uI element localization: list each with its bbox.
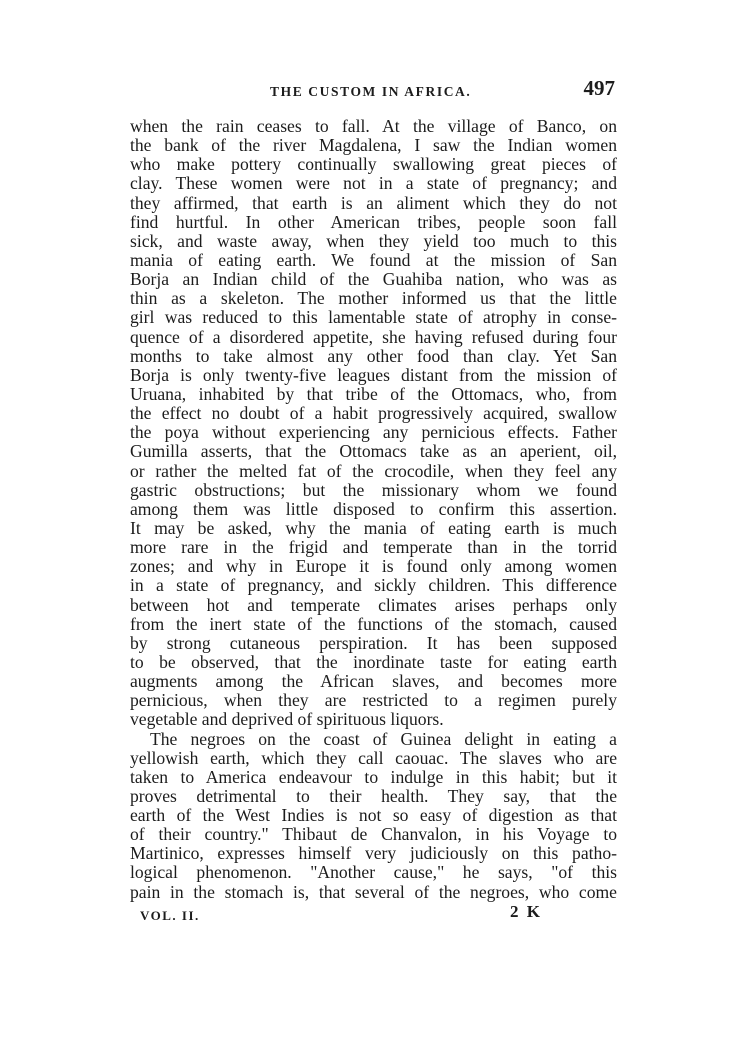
text-line: It may be asked, why the mania of eating earth is much (130, 517, 617, 538)
text-line: earth of the West Indies is not so easy of digestion as that (130, 805, 617, 826)
text-line: proves detrimental to their health. They say, that the (130, 785, 617, 806)
text-line: girl was reduced to this lamentable state of atrophy in conse- (130, 307, 617, 328)
text-line: the poya without experiencing any pernicious effects. Father (130, 422, 617, 443)
page-number: 497 (583, 76, 615, 100)
text-line: when the rain ceases to fall. At the village of Banco, on (130, 116, 617, 136)
text-line: taken to America endeavour to indulge in this habit; but it (130, 766, 617, 787)
text-line: Borja is only twenty-five leagues distant from the mission of (130, 364, 617, 385)
body-text (130, 117, 617, 902)
signature-mark: 2 K (510, 902, 542, 921)
text-line: zones; and why in Europe it is found only among women (130, 556, 617, 577)
page-footer (130, 902, 542, 930)
running-title: THE CUSTOM IN AFRICA. (270, 84, 472, 99)
text-line: by strong cutaneous perspiration. It has been supposed (130, 632, 617, 653)
text-line: sick, and waste away, when they yield too much to this (130, 230, 617, 251)
text-line: logical phenomenon. "Another cause," he says, "of this (130, 862, 617, 883)
text-line: Martinico, expresses himself very judiciously on this patho- (130, 843, 617, 864)
text-line: Gumilla asserts, that the Ottomacs take as an aperient, oil, (130, 441, 617, 462)
text-line: to be observed, that the inordinate taste for eating earth (130, 651, 617, 672)
text-line: gastric obstructions; but the missionary whom we found (130, 479, 617, 500)
text-line: pernicious, when they are restricted to a regimen purely (130, 690, 617, 711)
text-line: thin as a skeleton. The mother informed us that the little (130, 288, 617, 309)
text-line: find hurtful. In other American tribes, people soon fall (130, 211, 617, 232)
text-line: mania of eating earth. We found at the mission of San (130, 249, 617, 270)
text-line: among them was little disposed to confirm this assertion. (130, 498, 617, 519)
text-line: clay. These women were not in a state of pregnancy; and (130, 173, 617, 194)
text-line: Uruana, inhabited by that tribe of the Ottomacs, who, from (130, 383, 617, 404)
text-line: pain in the stomach is, that several of the negroes, who come (130, 881, 617, 902)
text-line: more rare in the frigid and temperate than in the torrid (130, 537, 617, 558)
text-line: the effect no doubt of a habit progressively acquired, swallow (130, 403, 617, 424)
running-head (128, 76, 615, 106)
text-line: in a state of pregnancy, and sickly children. This difference (130, 575, 617, 596)
text-line: yellowish earth, which they call caouac. The slaves who are (130, 747, 617, 768)
text-line: augments among the African slaves, and becomes more (130, 671, 617, 692)
text-line: of their country." Thibaut de Chanvalon, in his Voyage to (130, 824, 617, 845)
text-line: or rather the melted fat of the crocodile, when they feel any (130, 460, 617, 481)
volume-label: VOL. II. (140, 908, 200, 923)
text-line: Borja an Indian child of the Guahiba nation, who was as (130, 269, 617, 290)
paragraph-start-line: The negroes on the coast of Guinea delight in eating a (150, 728, 617, 749)
text-line: months to take almost any other food than clay. Yet San (130, 345, 617, 366)
text-line: who make pottery continually swallowing great pieces of (130, 154, 617, 175)
text-line: from the inert state of the functions of the stomach, caused (130, 613, 617, 634)
paragraph-end-line: vegetable and deprived of spirituous liquors. (130, 709, 444, 730)
text-line: they affirmed, that earth is an aliment which they do not (130, 192, 617, 213)
text-line: quence of a disordered appetite, she having refused during four (130, 326, 617, 347)
text-line: between hot and temperate climates arises perhaps only (130, 594, 617, 615)
text-line: the bank of the river Magdalena, I saw the Indian women (130, 135, 617, 156)
